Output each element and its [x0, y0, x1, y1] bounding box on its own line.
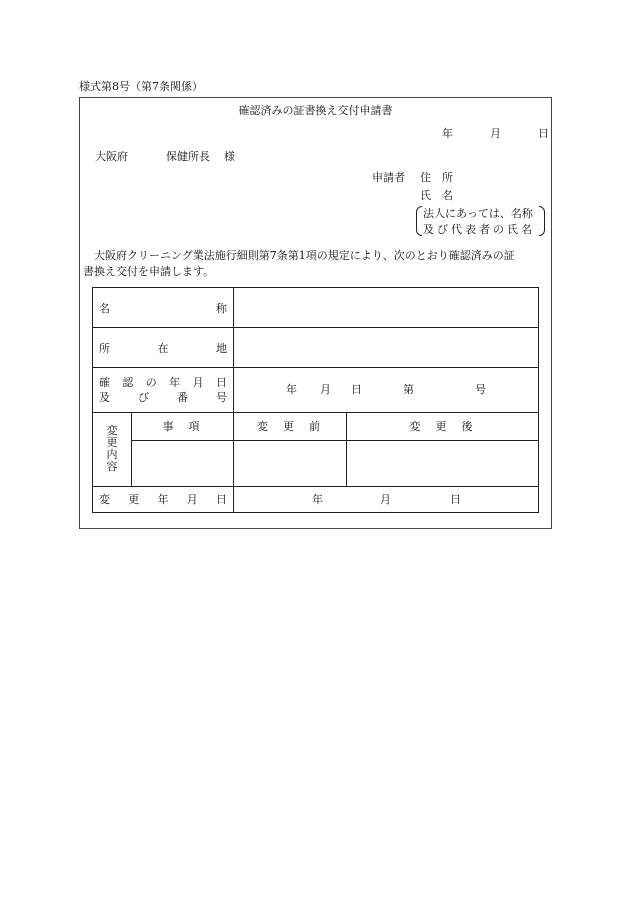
- addressee-office: 保健所長: [166, 150, 210, 163]
- label-location: [99, 343, 227, 354]
- applicant-name-label: 氏 名: [420, 189, 453, 202]
- label-char: 日: [216, 493, 227, 506]
- application-table: [92, 287, 539, 513]
- label-name: [99, 303, 227, 314]
- applicant-note-line2: 及び代表者の氏名: [423, 223, 535, 236]
- confirm-day: 日: [351, 383, 362, 396]
- label-char: 認: [122, 376, 134, 389]
- bracket-left: [416, 206, 422, 236]
- row-divider: [93, 486, 538, 487]
- label-char: 番: [177, 391, 188, 404]
- col-divider: [233, 288, 234, 512]
- body-line2: 書換え交付を申請します。: [83, 265, 215, 278]
- label-char: 及: [99, 391, 110, 404]
- label-confirm-date: [99, 377, 227, 388]
- applicant-address-label: 住 所: [420, 171, 453, 184]
- bracket-right: [539, 206, 545, 236]
- label-char: 在: [157, 342, 169, 355]
- label-change-date: [99, 494, 227, 505]
- header-before: 変 更 前: [257, 420, 322, 433]
- label-char: 月: [186, 493, 198, 506]
- date-day-label: 日: [538, 127, 549, 140]
- label-char: 称: [216, 302, 227, 315]
- label-char: 所: [99, 342, 110, 355]
- change-year: 年: [312, 493, 323, 506]
- label-char: 号: [216, 391, 227, 404]
- label-char: 確: [99, 376, 110, 389]
- confirm-no: 第: [403, 383, 414, 396]
- form-number: 様式第8号（第7条関係）: [79, 80, 203, 93]
- label-char: 日: [215, 376, 227, 389]
- label-char: び: [138, 391, 149, 404]
- label-char: 更: [128, 493, 140, 506]
- row-divider: [93, 412, 538, 413]
- form-title: 確認済みの証書換え交付申請書: [238, 104, 393, 117]
- applicant-note-line1: [423, 208, 538, 219]
- date-year-label: 年: [442, 127, 453, 140]
- change-day: 日: [450, 493, 461, 506]
- date-month-label: 月: [490, 127, 501, 140]
- addressee-honorific: 様: [224, 150, 235, 163]
- label-char: の: [145, 376, 157, 389]
- row-divider: [93, 327, 538, 328]
- label-char: 年: [157, 493, 169, 506]
- applicant-label: 申請者: [372, 171, 405, 184]
- label-char: 名: [99, 302, 110, 315]
- addressee-prefecture: 大阪府: [95, 150, 128, 163]
- confirm-month: 月: [320, 383, 331, 396]
- header-after: 変 更 後: [409, 420, 475, 433]
- change-month: 月: [380, 493, 391, 506]
- confirm-go: 号: [475, 383, 486, 396]
- label-confirm-number: [99, 392, 227, 403]
- label-change-content: 変更内容: [106, 424, 118, 473]
- confirm-year: 年: [286, 383, 297, 396]
- applicant-note-text1: 法人にあっては、名称: [423, 207, 533, 220]
- body-paragraph: [83, 248, 551, 280]
- body-line1: 大阪府クリーニング業法施行細則第7条第1項の規定により、次のとおり確認済みの証: [94, 249, 515, 262]
- label-char: 変: [99, 493, 110, 506]
- header-item: 事 項: [162, 420, 202, 433]
- row-divider: [93, 367, 538, 368]
- label-char: 月: [192, 376, 204, 389]
- row-divider: [131, 440, 538, 441]
- label-char: 地: [216, 342, 227, 355]
- label-char: 年: [169, 376, 181, 389]
